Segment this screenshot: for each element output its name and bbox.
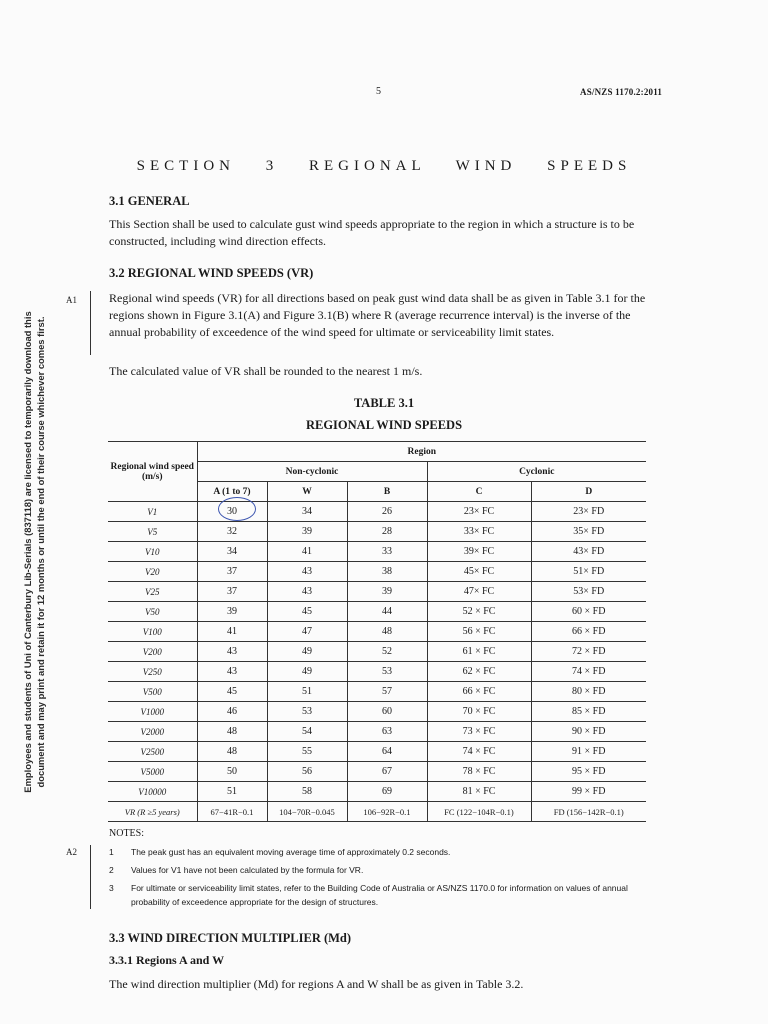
table-cell: 45	[267, 602, 347, 622]
paragraph-3-2: Regional wind speeds (VR) for all directions based on peak gust wind data shall be as given in Table 3.1 for the regions shown in Figure 3.1(A) and Figure 3.1(B) where R (average recurrence interval) is the inverse of the annual probability of exceedence of the wind speed for ultimate or serviceability limit states.	[109, 291, 646, 339]
table-cell: 62 × FC	[427, 662, 531, 682]
circled-value-annotation	[218, 497, 256, 521]
table-cell: 57	[347, 682, 427, 702]
table-cell: 39	[267, 522, 347, 542]
table-cell: 53	[347, 662, 427, 682]
table-cell: FD (156−142R−0.1)	[531, 802, 646, 822]
wind-speed-table	[108, 441, 646, 822]
table-cell: 66 × FD	[531, 622, 646, 642]
table-cell: 37	[197, 582, 267, 602]
table-cell: 56 × FC	[427, 622, 531, 642]
table-cell: 47× FC	[427, 582, 531, 602]
row-label: V500	[108, 682, 197, 702]
table-cell: 67	[347, 762, 427, 782]
table-cell: 51	[267, 682, 347, 702]
table-cell: 37	[197, 562, 267, 582]
table-cell: 104−70R−0.045	[267, 802, 347, 822]
table-row	[108, 722, 646, 742]
table-cell: 53× FD	[531, 582, 646, 602]
table-row	[108, 662, 646, 682]
table-cell: 23× FC	[427, 502, 531, 522]
heading-3-3: 3.3 WIND DIRECTION MULTIPLIER (Md)	[109, 931, 352, 945]
table-cell: 41	[267, 542, 347, 562]
table-cell: 52 × FC	[427, 602, 531, 622]
table-row	[108, 702, 646, 722]
table-cell: 48	[197, 722, 267, 742]
table-row	[108, 642, 646, 662]
table-cell: 73 × FC	[427, 722, 531, 742]
heading-3-3-1: 3.3.1 Regions A and W	[109, 953, 225, 967]
table-cell: 39	[197, 602, 267, 622]
column-header: A (1 to 7)	[197, 482, 267, 502]
table-cell: 66 × FC	[427, 682, 531, 702]
amendment-marker-a1: A1	[66, 295, 77, 305]
table-cell: 35× FD	[531, 522, 646, 542]
row-label: V1	[108, 502, 197, 522]
table-cell: 74 × FC	[427, 742, 531, 762]
table-cell: 32	[197, 522, 267, 542]
page-number: 5	[376, 86, 381, 97]
table-cell: 39	[347, 582, 427, 602]
table-cell: 28	[347, 522, 427, 542]
table-row	[108, 762, 646, 782]
table-cell: 63	[347, 722, 427, 742]
row-label: V200	[108, 642, 197, 662]
table-cell: 51× FD	[531, 562, 646, 582]
table-cell: 43	[197, 642, 267, 662]
table-cell: 64	[347, 742, 427, 762]
paragraph-3-3-1: The wind direction multiplier (Md) for regions A and W shall be as given in Table 3.2.	[109, 977, 524, 991]
table-row	[108, 522, 646, 542]
table-cell: 106−92R−0.1	[347, 802, 427, 822]
row-label: V50	[108, 602, 197, 622]
table-row	[108, 582, 646, 602]
heading-3-2: 3.2 REGIONAL WIND SPEEDS (VR)	[109, 266, 314, 280]
row-label: V20	[108, 562, 197, 582]
table-row	[108, 742, 646, 762]
note-number: 1	[109, 847, 114, 857]
table-cell: 69	[347, 782, 427, 802]
table-cell: 47	[267, 622, 347, 642]
license-stamp-line2: document and may print and retain it for 12 months or until the end of their course whichever comes first.	[35, 316, 46, 788]
table-row	[108, 622, 646, 642]
table-cell: 30	[197, 502, 267, 522]
column-header: C	[427, 482, 531, 502]
table-cell: 46	[197, 702, 267, 722]
table-cell: 49	[267, 662, 347, 682]
table-cell: 60	[347, 702, 427, 722]
row-label: V10000	[108, 782, 197, 802]
table-cell: 48	[197, 742, 267, 762]
amendment-bar	[90, 291, 91, 355]
table-row	[108, 562, 646, 582]
table-cell: 23× FD	[531, 502, 646, 522]
table-cell: 34	[267, 502, 347, 522]
table-cell: 43	[197, 662, 267, 682]
table-row	[108, 682, 646, 702]
table-cell: 44	[347, 602, 427, 622]
table-number: TABLE 3.1	[353, 396, 415, 410]
note-item	[109, 863, 649, 877]
table-cell: 85 × FD	[531, 702, 646, 722]
row-label: V25	[108, 582, 197, 602]
table-cell: 72 × FD	[531, 642, 646, 662]
table-cell: 53	[267, 702, 347, 722]
table-cell: 95 × FD	[531, 762, 646, 782]
standard-number: AS/NZS 1170.2:2011	[580, 87, 663, 97]
table-cell: 48	[347, 622, 427, 642]
table-cell: FC (122−104R−0.1)	[427, 802, 531, 822]
note-item	[109, 845, 649, 859]
table-title: REGIONAL WIND SPEEDS	[305, 418, 463, 432]
table-cell: 70 × FC	[427, 702, 531, 722]
section-title: SECTION 3 REGIONAL WIND SPEEDS	[136, 158, 632, 174]
noncyclonic-header: Non-cyclonic	[197, 462, 427, 482]
row-label: VR (R ≥5 years)	[108, 802, 197, 822]
cyclonic-header: Cyclonic	[427, 462, 646, 482]
row-label-header: Regional wind speed (m/s)	[108, 442, 197, 502]
table-cell: 55	[267, 742, 347, 762]
row-label: V250	[108, 662, 197, 682]
table-cell: 39× FC	[427, 542, 531, 562]
table-cell: 60 × FD	[531, 602, 646, 622]
table-row	[108, 542, 646, 562]
table-cell: 61 × FC	[427, 642, 531, 662]
table-row	[108, 602, 646, 622]
table-cell: 54	[267, 722, 347, 742]
table-cell: 34	[197, 542, 267, 562]
row-label: V10	[108, 542, 197, 562]
table-cell: 41	[197, 622, 267, 642]
table-row	[108, 782, 646, 802]
table-cell: 90 × FD	[531, 722, 646, 742]
table-cell: 38	[347, 562, 427, 582]
table-cell: 58	[267, 782, 347, 802]
table-cell: 80 × FD	[531, 682, 646, 702]
table-cell: 67−41R−0.1	[197, 802, 267, 822]
note-number: 2	[109, 865, 114, 875]
table-cell: 43× FD	[531, 542, 646, 562]
table-cell: 50	[197, 762, 267, 782]
table-cell: 45	[197, 682, 267, 702]
table-cell: 52	[347, 642, 427, 662]
table-cell: 99 × FD	[531, 782, 646, 802]
note-text: The peak gust has an equivalent moving average time of approximately 0.2 seconds.	[131, 847, 451, 857]
region-header: Region	[197, 442, 646, 462]
note-text: For ultimate or serviceability limit states, refer to the Building Code of Australia or AS/NZS 1170.0 for information on values of annual probability of exceedence appropriate for the design of structures.	[131, 883, 628, 907]
row-label: V5	[108, 522, 197, 542]
table-cell: 43	[267, 582, 347, 602]
table-cell: 33× FC	[427, 522, 531, 542]
table-row	[108, 802, 646, 822]
row-label: V100	[108, 622, 197, 642]
notes-title: NOTES:	[109, 828, 144, 839]
amendment-marker-a2: A2	[66, 847, 77, 857]
paragraph-3-1: This Section shall be used to calculate gust wind speeds appropriate to the region in which a structure is to be constructed, including wind direction effects.	[109, 217, 635, 248]
table-cell: 49	[267, 642, 347, 662]
row-label: V2500	[108, 742, 197, 762]
table-row	[108, 502, 646, 522]
row-label: V1000	[108, 702, 197, 722]
column-header: B	[347, 482, 427, 502]
row-label: V5000	[108, 762, 197, 782]
paragraph-3-2-rounding: The calculated value of VR shall be rounded to the nearest 1 m/s.	[109, 364, 423, 378]
table-cell: 81 × FC	[427, 782, 531, 802]
note-text: Values for V1 have not been calculated by the formula for VR.	[131, 865, 364, 875]
table-cell: 43	[267, 562, 347, 582]
license-stamp-line1: Employees and students of Uni of Canterbury Lib-Serials (837118) are licensed to temporarily download this	[22, 311, 33, 793]
column-header: W	[267, 482, 347, 502]
table-cell: 56	[267, 762, 347, 782]
heading-3-1: 3.1 GENERAL	[109, 194, 190, 208]
license-stamp	[22, 262, 46, 842]
row-label: V2000	[108, 722, 197, 742]
table-cell: 33	[347, 542, 427, 562]
table-cell: 45× FC	[427, 562, 531, 582]
amendment-bar	[90, 845, 91, 909]
table-cell: 74 × FD	[531, 662, 646, 682]
notes-list	[109, 845, 649, 913]
column-header: D	[531, 482, 646, 502]
table-cell: 26	[347, 502, 427, 522]
note-number: 3	[109, 883, 114, 893]
note-item	[109, 881, 649, 909]
table-cell: 91 × FD	[531, 742, 646, 762]
table-cell: 51	[197, 782, 267, 802]
table-cell: 78 × FC	[427, 762, 531, 782]
